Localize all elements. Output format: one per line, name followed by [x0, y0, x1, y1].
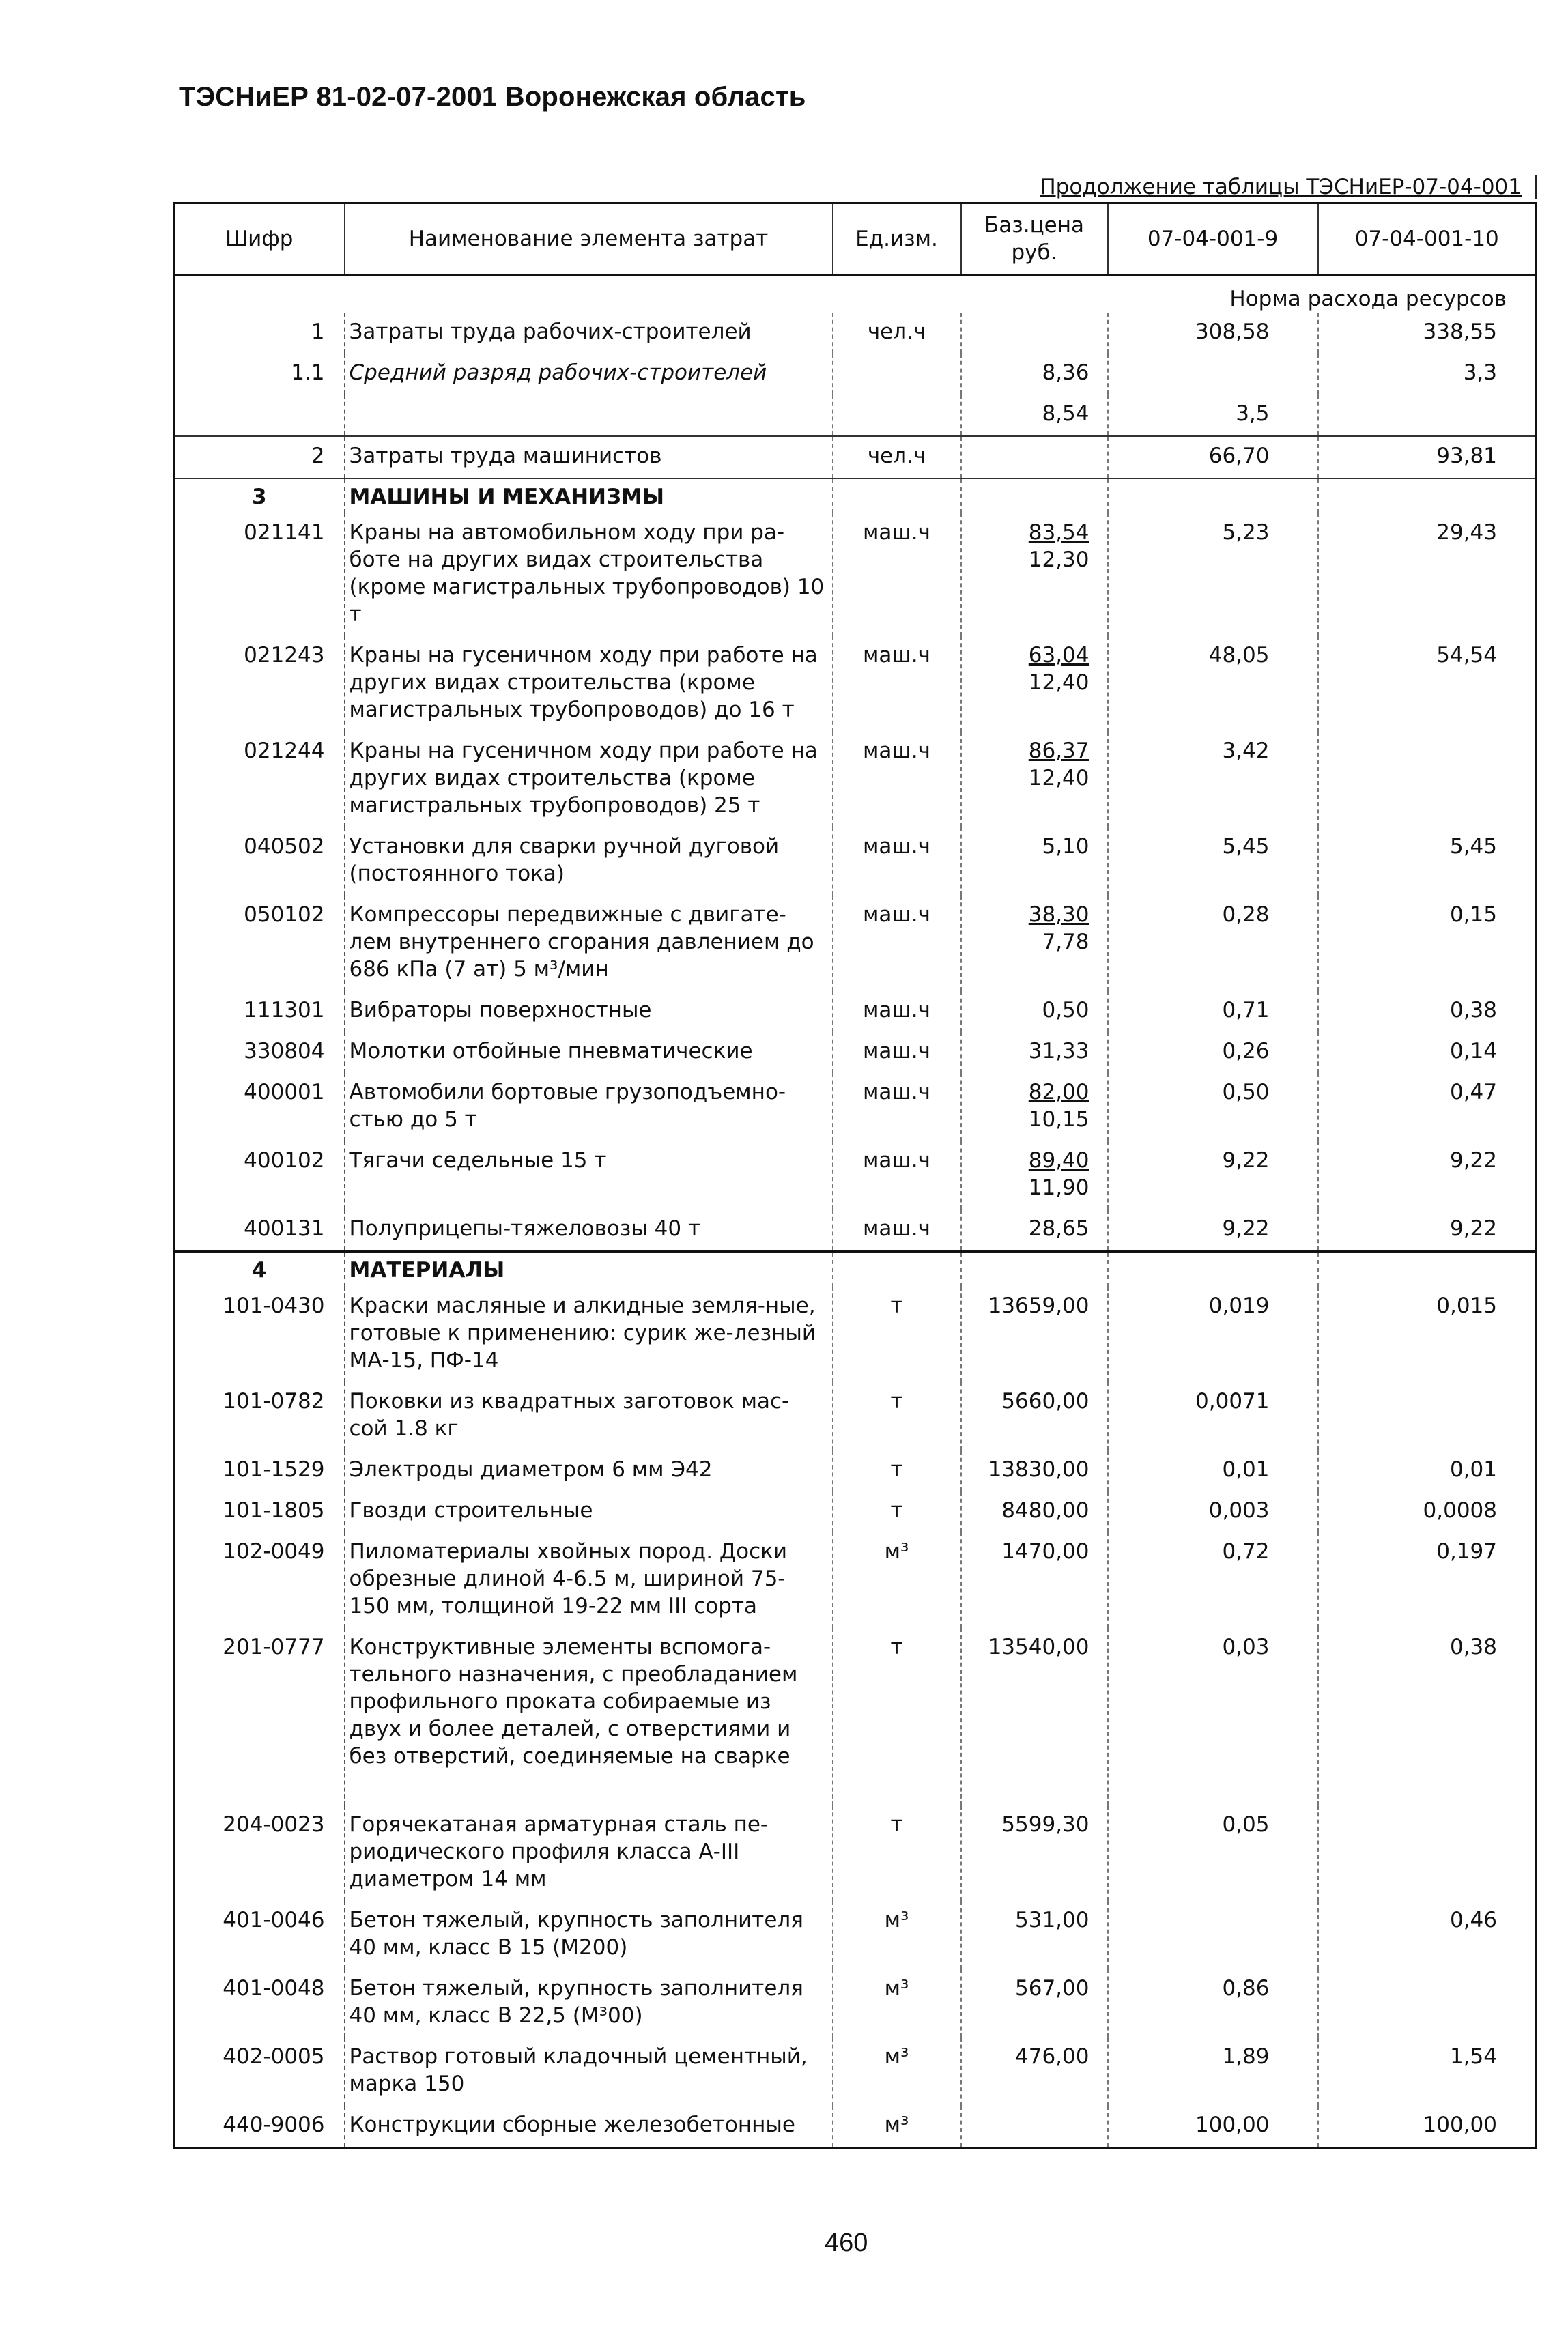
cell-name: Полуприцепы-тяжеловозы 40 т — [345, 1210, 833, 1252]
price-value: 1470,00 — [1001, 1539, 1089, 1564]
cell-norm-9: 0,71 — [1108, 991, 1318, 1032]
cell-price — [961, 896, 1108, 991]
header-code: Шифр — [174, 203, 345, 275]
cell-code: 4 — [174, 1252, 345, 1287]
cell-unit: т — [833, 1491, 961, 1532]
cell-unit: чел.ч — [833, 436, 961, 478]
cell-name: Затраты труда рабочих-строителей — [345, 313, 833, 354]
price-value: 567,00 — [1015, 1976, 1089, 2001]
cell-norm-9: 0,019 — [1108, 1287, 1318, 1382]
cell-norm-9: 0,50 — [1108, 1073, 1318, 1141]
cell-code: 101-0430 — [223, 1293, 325, 1318]
cell-norm-9: 1,89 — [1108, 2037, 1318, 2106]
table-row — [174, 1287, 1537, 1382]
cell-norm-10 — [1318, 1969, 1537, 2037]
cell-unit: маш.ч — [833, 991, 961, 1032]
cell-norm-9: 0,0071 — [1108, 1382, 1318, 1450]
page-number: 460 — [825, 2229, 868, 2257]
cell-norm-9: 0,01 — [1108, 1450, 1318, 1491]
price-value: 89,40 — [1028, 1148, 1089, 1173]
cell-price — [961, 354, 1108, 395]
cell-code: 102-0049 — [223, 1539, 325, 1564]
machinist-wage-value: 12,40 — [1028, 766, 1089, 790]
cell-price — [961, 1901, 1108, 1969]
header-col1: 07-04-001-9 — [1108, 203, 1318, 275]
cell-code: 204-0023 — [223, 1812, 325, 1837]
cell-name: Пиломатериалы хвойных пород. Доски обрезные длиной 4-6.5 м, шириной 75-150 мм, толщиной 19-22 мм III сорта — [345, 1532, 833, 1628]
price-value: 5599,30 — [1001, 1812, 1089, 1837]
cell-code: 201-0777 — [223, 1635, 325, 1659]
section-row — [174, 1252, 1537, 1287]
price-value: 13540,00 — [988, 1635, 1089, 1659]
cell-norm-10: 0,0008 — [1318, 1491, 1537, 1532]
machinist-wage-value: 7,78 — [1042, 930, 1089, 954]
cell-unit: маш.ч — [833, 732, 961, 827]
table-row — [174, 1805, 1537, 1901]
table-row — [174, 395, 1537, 436]
cell-code: 101-1529 — [223, 1457, 325, 1482]
cell-norm-9: 48,05 — [1108, 636, 1318, 732]
cell-norm-10: 0,197 — [1318, 1532, 1537, 1628]
cell-code: 401-0046 — [223, 1908, 325, 1932]
cell-unit: м³ — [833, 1532, 961, 1628]
cell-unit: маш.ч — [833, 896, 961, 991]
cell-norm-10: 338,55 — [1318, 313, 1537, 354]
cell-name: Краны на автомобильном ходу при ра-боте на других видах строительства (кроме магистральных трубопроводов) 10 т — [345, 513, 833, 636]
price-value: 5,10 — [1042, 834, 1089, 859]
cell-norm-9 — [1108, 1901, 1318, 1969]
cell-unit — [833, 395, 961, 436]
price-value: 82,00 — [1028, 1080, 1089, 1104]
cell-norm-9: 308,58 — [1108, 313, 1318, 354]
cell-norm-10: 0,38 — [1318, 1628, 1537, 1805]
cell-name: Молотки отбойные пневматические — [345, 1032, 833, 1073]
cell-name — [345, 395, 833, 436]
cell-name: Краны на гусеничном ходу при работе на других видах строительства (кроме магистральных трубопроводов) до 16 т — [345, 636, 833, 732]
cell-code: 021244 — [244, 739, 325, 763]
cell-unit: маш.ч — [833, 1210, 961, 1252]
header-name: Наименование элемента затрат — [345, 203, 833, 275]
price-value: 5660,00 — [1001, 1389, 1089, 1414]
table-row — [174, 1491, 1537, 1532]
cell-name: Установки для сварки ручной дуговой (постоянного тока) — [345, 827, 833, 896]
cell-name: МАТЕРИАЛЫ — [345, 1252, 833, 1287]
header-price-text: Баз.цена руб. — [984, 213, 1085, 265]
cell-price — [961, 395, 1108, 436]
cell-code: 400001 — [244, 1080, 325, 1104]
cell-norm-9: 0,05 — [1108, 1805, 1318, 1901]
cell-name: МАШИНЫ И МЕХАНИЗМЫ — [345, 478, 833, 513]
table-row — [174, 896, 1537, 991]
cell-price — [961, 436, 1108, 478]
cell-code: 101-0782 — [223, 1389, 325, 1414]
price-value: 13659,00 — [988, 1293, 1089, 1318]
cell-price — [961, 1805, 1108, 1901]
table-continuation-caption — [1040, 175, 1537, 199]
cell-empty — [1108, 478, 1318, 513]
cell-unit: т — [833, 1805, 961, 1901]
price-value: 86,37 — [1028, 739, 1089, 763]
cell-name: Гвозди строительные — [345, 1491, 833, 1532]
cell-price — [961, 1032, 1108, 1073]
table-row — [174, 1032, 1537, 1073]
cell-norm-10: 3,3 — [1318, 354, 1537, 395]
cell-norm-9: 0,26 — [1108, 1032, 1318, 1073]
cell-name: Конструкции сборные железобетонные — [345, 2106, 833, 2148]
cell-price — [961, 2106, 1108, 2148]
cell-name: Вибраторы поверхностные — [345, 991, 833, 1032]
cell-code: 330804 — [244, 1039, 325, 1063]
cell-norm-10 — [1318, 732, 1537, 827]
norm-label: Норма расхода ресурсов — [1229, 287, 1507, 311]
cell-unit: т — [833, 1628, 961, 1805]
cell-price — [961, 1073, 1108, 1141]
cell-empty — [961, 1252, 1108, 1287]
table-row — [174, 732, 1537, 827]
table-row — [174, 991, 1537, 1032]
cell-price — [961, 1141, 1108, 1210]
cell-norm-9: 0,03 — [1108, 1628, 1318, 1805]
table-row — [174, 1141, 1537, 1210]
cell-norm-10: 0,14 — [1318, 1032, 1537, 1073]
cell-norm-9: 5,45 — [1108, 827, 1318, 896]
cell-price — [961, 1450, 1108, 1491]
cell-name: Конструктивные элементы вспомога-тельного назначения, с преобладанием профильного проката собираемые из двух и более деталей, с отверстиями и без отверстий, соединяемые на сварке — [345, 1628, 833, 1805]
cell-price — [961, 313, 1108, 354]
cell-norm-9: 0,86 — [1108, 1969, 1318, 2037]
cell-norm-10: 9,22 — [1318, 1141, 1537, 1210]
cell-norm-9: 5,23 — [1108, 513, 1318, 636]
cell-code: 440-9006 — [223, 2113, 325, 2137]
table-row — [174, 827, 1537, 896]
cell-unit: м³ — [833, 1969, 961, 2037]
price-value: 63,04 — [1028, 643, 1089, 668]
cell-price — [961, 1491, 1108, 1532]
cell-code: 021141 — [244, 520, 325, 545]
cell-empty — [833, 1252, 961, 1287]
cell-name: Компрессоры передвижные с двигате-лем внутреннего сгорания давлением до 686 кПа (7 ат) 5 м³/мин — [345, 896, 833, 991]
price-value: 0,50 — [1042, 998, 1089, 1023]
cell-empty — [833, 478, 961, 513]
cell-unit: м³ — [833, 2106, 961, 2148]
cell-norm-10: 0,47 — [1318, 1073, 1537, 1141]
cell-norm-9 — [1108, 354, 1318, 395]
cell-price — [961, 1287, 1108, 1382]
document-title: ТЭСНиЕР 81-02-07-2001 Воронежская область — [179, 82, 806, 112]
cell-norm-10: 0,015 — [1318, 1287, 1537, 1382]
cell-norm-10 — [1318, 395, 1537, 436]
cell-norm-9: 0,28 — [1108, 896, 1318, 991]
cell-code: 021243 — [244, 643, 325, 668]
continuation-text: Продолжение таблицы ТЭСНиЕР-07-04-001 — [1040, 175, 1522, 199]
cell-norm-9: 0,72 — [1108, 1532, 1318, 1628]
cell-empty — [1318, 1252, 1537, 1287]
cell-empty — [1318, 478, 1537, 513]
section-row — [174, 478, 1537, 513]
cell-price — [961, 2037, 1108, 2106]
table-row — [174, 1901, 1537, 1969]
table-row — [174, 1450, 1537, 1491]
cell-norm-10: 54,54 — [1318, 636, 1537, 732]
cell-name: Горячекатаная арматурная сталь пе-риодического профиля класса А-III диаметром 14 мм — [345, 1805, 833, 1901]
table-body — [174, 275, 1537, 2148]
cell-price — [961, 513, 1108, 636]
cell-name: Раствор готовый кладочный цементный, марка 150 — [345, 2037, 833, 2106]
table-row — [174, 1210, 1537, 1252]
machinist-wage-value: 11,90 — [1028, 1175, 1089, 1200]
cell-name: Тягачи седельные 15 т — [345, 1141, 833, 1210]
cell-code: 2 — [174, 436, 345, 478]
cell-code: 040502 — [244, 834, 325, 859]
cell-name: Бетон тяжелый, крупность заполнителя 40 мм, класс В 15 (М200) — [345, 1901, 833, 1969]
price-value: 8,54 — [1042, 401, 1089, 426]
table-row — [174, 2106, 1537, 2148]
cell-name: Автомобили бортовые грузоподъемно-стью до 5 т — [345, 1073, 833, 1141]
cell-code: 401-0048 — [223, 1976, 325, 2001]
cell-norm-10: 5,45 — [1318, 827, 1537, 896]
table-header-row — [174, 203, 1537, 275]
table-row — [174, 1628, 1537, 1805]
cell-name: Бетон тяжелый, крупность заполнителя 40 мм, класс В 22,5 (М³00) — [345, 1969, 833, 2037]
cell-unit: чел.ч — [833, 313, 961, 354]
header-col2: 07-04-001-10 — [1318, 203, 1537, 275]
cell-name: Электроды диаметром 6 мм Э42 — [345, 1450, 833, 1491]
table-row — [174, 2037, 1537, 2106]
cell-price — [961, 1210, 1108, 1252]
cell-norm-10 — [1318, 1382, 1537, 1450]
cell-unit — [833, 354, 961, 395]
cell-norm-10: 29,43 — [1318, 513, 1537, 636]
cell-name: Средний разряд рабочих-строителей — [345, 354, 833, 395]
table-row — [174, 1073, 1537, 1141]
table-row — [174, 313, 1537, 354]
cell-unit: т — [833, 1450, 961, 1491]
cell-unit: т — [833, 1287, 961, 1382]
cell-price — [961, 827, 1108, 896]
table-row — [174, 1532, 1537, 1628]
cell-name: Краны на гусеничном ходу при работе на других видах строительства (кроме магистральных трубопроводов) 25 т — [345, 732, 833, 827]
price-value: 83,54 — [1028, 520, 1089, 545]
cell-price — [961, 732, 1108, 827]
cell-unit: т — [833, 1382, 961, 1450]
cell-unit: маш.ч — [833, 1073, 961, 1141]
machinist-wage-value: 10,15 — [1028, 1107, 1089, 1132]
table-row — [174, 636, 1537, 732]
price-value: 38,30 — [1028, 902, 1089, 927]
cell-price — [961, 636, 1108, 732]
header-price — [961, 203, 1108, 275]
norm-label-row — [174, 275, 1537, 313]
cell-price — [961, 991, 1108, 1032]
cell-code: 111301 — [244, 998, 325, 1023]
table-row — [174, 354, 1537, 395]
cell-norm-9: 66,70 — [1108, 436, 1318, 478]
cell-unit: маш.ч — [833, 513, 961, 636]
cell-norm-9: 0,003 — [1108, 1491, 1318, 1532]
cell-norm-9: 100,00 — [1108, 2106, 1318, 2148]
cell-unit: маш.ч — [833, 636, 961, 732]
cell-norm-10: 93,81 — [1318, 436, 1537, 478]
header-unit: Ед.изм. — [833, 203, 961, 275]
cell-empty — [961, 478, 1108, 513]
cell-code: 400102 — [244, 1148, 325, 1173]
cell-empty — [1108, 1252, 1318, 1287]
table-row — [174, 436, 1537, 478]
cell-name: Поковки из квадратных заготовок мас-сой 1.8 кг — [345, 1382, 833, 1450]
cell-price — [961, 1628, 1108, 1805]
cell-code: 402-0005 — [223, 2044, 325, 2069]
cell-code: 050102 — [244, 902, 325, 927]
price-value: 476,00 — [1015, 2044, 1089, 2069]
price-value: 8480,00 — [1001, 1498, 1089, 1523]
price-value: 531,00 — [1015, 1908, 1089, 1932]
price-value: 8,36 — [1042, 360, 1089, 385]
table-row — [174, 513, 1537, 636]
table-row — [174, 1969, 1537, 2037]
cell-norm-10 — [1318, 1805, 1537, 1901]
cell-norm-10: 0,15 — [1318, 896, 1537, 991]
cell-norm-10: 0,38 — [1318, 991, 1537, 1032]
cell-price — [961, 1382, 1108, 1450]
price-value: 31,33 — [1028, 1039, 1089, 1063]
cell-norm-10: 9,22 — [1318, 1210, 1537, 1252]
cell-norm-10: 100,00 — [1318, 2106, 1537, 2148]
cell-norm-10: 1,54 — [1318, 2037, 1537, 2106]
cell-code: 101-1805 — [223, 1498, 325, 1523]
cell-norm-9: 9,22 — [1108, 1210, 1318, 1252]
cell-price — [961, 1532, 1108, 1628]
cell-code — [174, 395, 345, 436]
machinist-wage-value: 12,30 — [1028, 547, 1089, 572]
cell-price — [961, 1969, 1108, 2037]
cell-unit: м³ — [833, 1901, 961, 1969]
price-value: 28,65 — [1028, 1216, 1089, 1241]
cell-code: 1 — [311, 319, 325, 344]
cell-unit: маш.ч — [833, 1032, 961, 1073]
cell-norm-10: 0,01 — [1318, 1450, 1537, 1491]
cell-code: 1.1 — [291, 360, 325, 385]
resource-norms-table — [173, 202, 1537, 2149]
cell-norm-10: 0,46 — [1318, 1901, 1537, 1969]
cell-name: Затраты труда машинистов — [345, 436, 833, 478]
cell-norm-9: 9,22 — [1108, 1141, 1318, 1210]
cell-code: 3 — [174, 478, 345, 513]
cell-norm-9: 3,5 — [1108, 395, 1318, 436]
cell-unit: маш.ч — [833, 827, 961, 896]
cell-name: Краски масляные и алкидные земля-ные, готовые к применению: сурик же-лезный МА-15, ПФ-14 — [345, 1287, 833, 1382]
cell-unit: м³ — [833, 2037, 961, 2106]
cell-norm-9: 3,42 — [1108, 732, 1318, 827]
cell-code: 400131 — [244, 1216, 325, 1241]
cell-unit: маш.ч — [833, 1141, 961, 1210]
price-value: 13830,00 — [988, 1457, 1089, 1482]
machinist-wage-value: 12,40 — [1028, 670, 1089, 695]
table-row — [174, 1382, 1537, 1450]
